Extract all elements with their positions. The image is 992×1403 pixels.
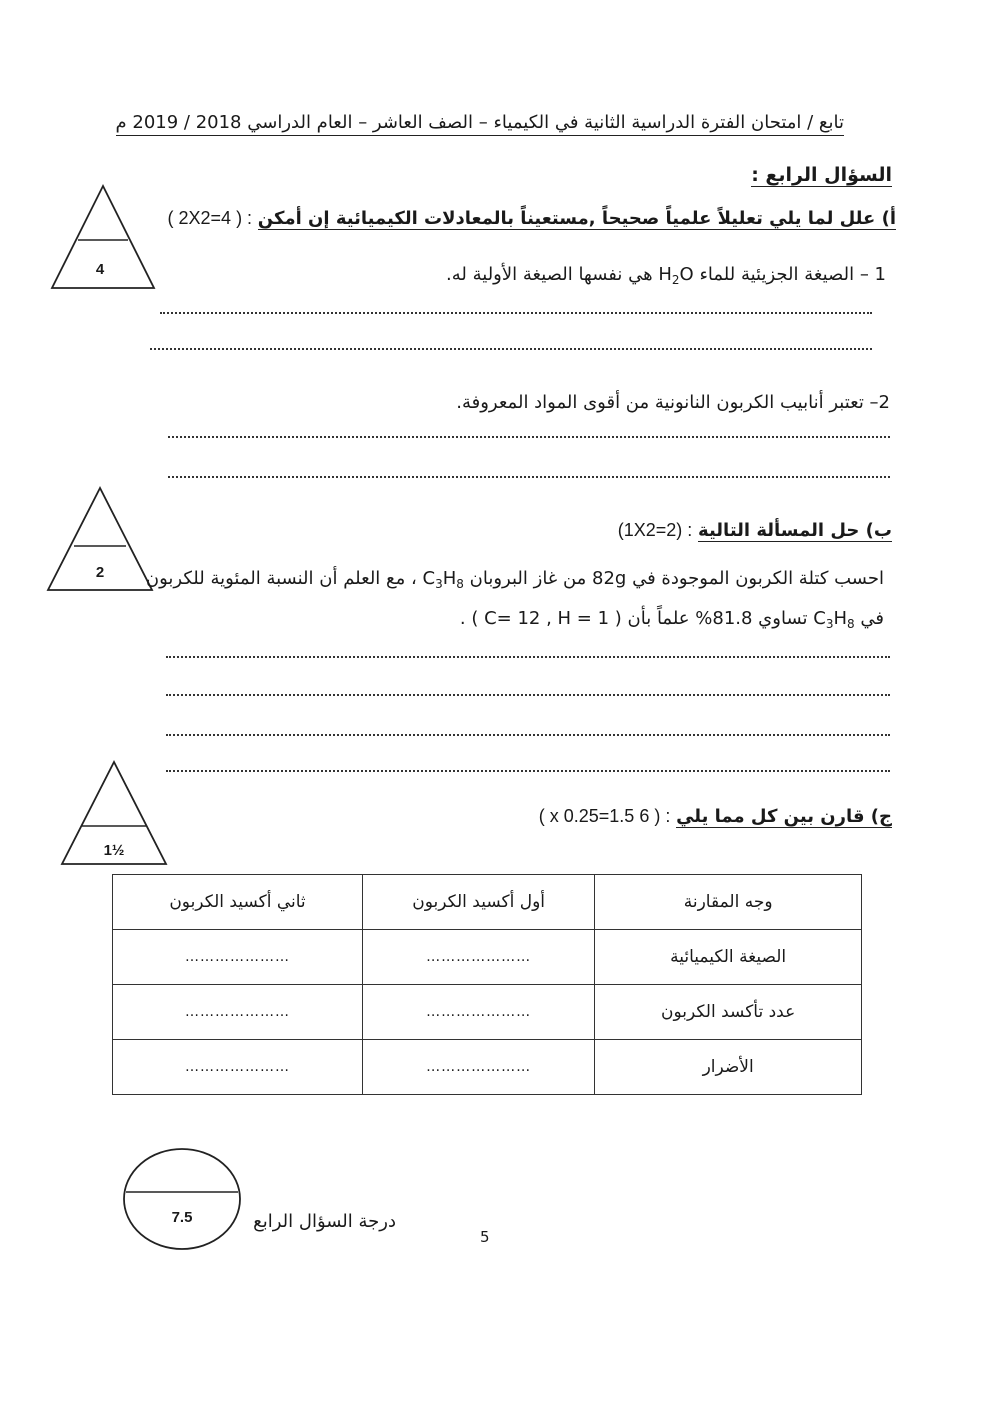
total-score-label: درجة السؤال الرابع <box>253 1211 396 1232</box>
item-1-text-end: هي نفسها الصيغة الأولية له. <box>446 264 653 285</box>
answer-cell[interactable]: ………………… <box>113 930 363 985</box>
total-score: 7.5 <box>171 1209 193 1226</box>
part-c-score: 1½ <box>103 842 125 859</box>
part-b-heading-row <box>618 520 892 541</box>
part-b-heading: ب) حل المسألة التالية <box>698 520 892 541</box>
exam-header: تابع / امتحان الفترة الدراسية الثانية في الكيمياء – الصف العاشر – العام الدراسي 2018 / 2019 م <box>116 112 845 136</box>
answer-line[interactable] <box>166 770 890 772</box>
answer-cell[interactable]: ………………… <box>362 985 594 1040</box>
water-formula: $H_2O$ <box>658 264 694 287</box>
part-b-line-1-end: ، مع العلم أن النسبة المئوية للكربون <box>145 568 417 589</box>
answer-cell[interactable]: ………………… <box>362 1040 594 1095</box>
answer-line[interactable] <box>168 476 890 478</box>
part-b-marks: : (1X2=2) <box>617 520 693 540</box>
propane-formula: $C_3H_8$ <box>813 608 855 631</box>
part-b-line-2-start: في <box>860 608 884 629</box>
answer-line[interactable] <box>166 694 890 696</box>
part-b-score: 2 <box>95 564 105 581</box>
answer-line[interactable] <box>150 348 872 350</box>
propane-formula: $C_3H_8$ <box>422 568 464 591</box>
table-header-cell: وجه المقارنة <box>595 875 862 930</box>
answer-line[interactable] <box>166 734 890 736</box>
part-b-score-triangle <box>44 486 156 592</box>
item-1-text-start: 1 – الصيغة الجزيئية للماء <box>699 264 886 285</box>
part-b-line-2-end: تساوي 81.8% علماً بأن ( C= 12 , H = 1 ) . <box>459 608 808 629</box>
part-b-line-1 <box>146 568 884 591</box>
answer-line[interactable] <box>168 436 890 438</box>
part-a-item-2: 2– تعتبر أنابيب الكربون النانونية من أقوى المواد المعروفة. <box>456 392 890 413</box>
page-number: 5 <box>480 1228 490 1246</box>
answer-line[interactable] <box>160 312 872 314</box>
part-a-score-triangle <box>48 184 158 290</box>
total-score-circle <box>120 1146 244 1252</box>
part-c-marks: : ( 6 x 0.25=1.5 ) <box>538 806 671 826</box>
comparison-table <box>112 874 862 1095</box>
table-row <box>113 985 862 1040</box>
table-row <box>113 930 862 985</box>
row-label: الصيغة الكيميائية <box>595 930 862 985</box>
part-c-score-triangle <box>58 760 170 866</box>
part-a-marks: : ( 2X2=4 ) <box>167 208 253 228</box>
answer-cell[interactable]: ………………… <box>362 930 594 985</box>
table-header-cell: ثاني أكسيد الكربون <box>113 875 363 930</box>
row-label: عدد تأكسد الكربون <box>595 985 862 1040</box>
question-title: السؤال الرابع : <box>751 164 892 186</box>
part-a-score: 4 <box>95 261 105 278</box>
part-a-heading: أ) علل لما يلي تعليلاً علمياً صحيحاً ,مستعيناً بالمعادلات الكيميائية إن أمكن <box>257 208 896 229</box>
table-row <box>113 1040 862 1095</box>
part-b-line-1-start: احسب كتلة الكربون الموجودة في 82g من غاز البروبان <box>469 568 884 589</box>
answer-cell[interactable]: ………………… <box>113 1040 363 1095</box>
answer-cell[interactable]: ………………… <box>113 985 363 1040</box>
table-header-row <box>113 875 862 930</box>
part-c-heading-row <box>539 806 892 827</box>
part-a-item-1 <box>446 264 886 287</box>
row-label: الأضرار <box>595 1040 862 1095</box>
answer-line[interactable] <box>166 656 890 658</box>
part-c-heading: ج) قارن بين كل مما يلي <box>676 806 892 827</box>
part-a-heading-row <box>168 208 897 229</box>
table-header-cell: أول أكسيد الكربون <box>362 875 594 930</box>
part-b-line-2 <box>460 608 884 631</box>
